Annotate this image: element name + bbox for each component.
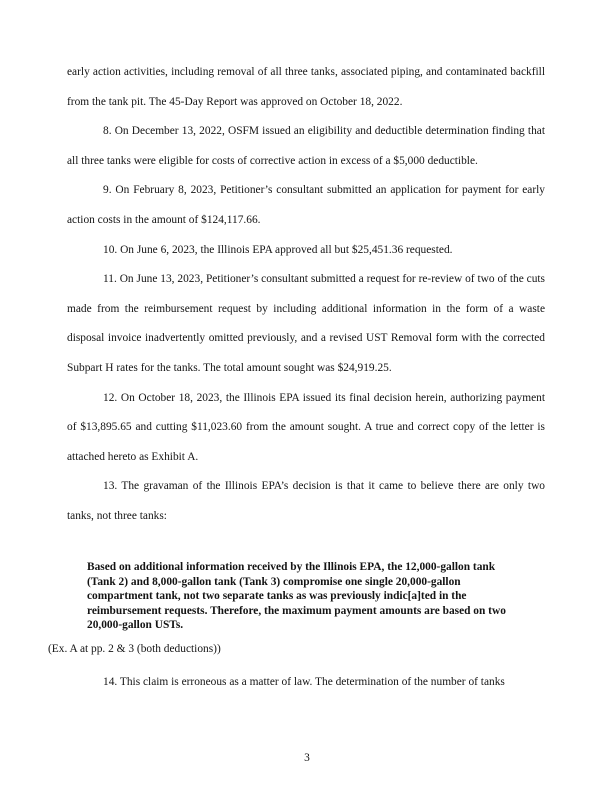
page-number: 3 [304, 752, 310, 764]
body-text [67, 58, 545, 532]
block-quote: Based on additional information received by the Illinois EPA, the 12,000-gallon tank (Tank 2) and 8,000-gallon tank (Tank 3) compromise one single 20,000-gallon compartment tank, not two separate tanks as was previously indic[a]ted in the reimbursement requests. Therefore, the maximum payment amounts are based on two 20,000-gallon USTs. [87, 561, 506, 632]
paragraph-14: 14. This claim is erroneous as a matter of law. The determination of the number of tanks [103, 676, 505, 688]
paragraph-12: 12. On October 18, 2023, the Illinois EPA issued its final decision herein, authorizing payment of $13,895.65 and cutting $11,023.60 from the amount sought. A true and correct copy of the letter is attached hereto as Exhibit A. [67, 391, 545, 463]
paragraph-9: 9. On February 8, 2023, Petitioner’s consultant submitted an application for payment for early action costs in the amount of $124,117.66. [67, 184, 545, 226]
quote-citation: (Ex. A at pp. 2 & 3 (both deductions)) [48, 643, 221, 655]
paragraph-11: 11. On June 13, 2023, Petitioner’s consultant submitted a request for re-review of two of the cuts made from the reimbursement request by including additional information in the form of a waste disposal invoice inadvertently omitted previously, and a revised UST Removal form with the corrected Subpart H rates for the tanks. The total amount sought was $24,919.25. [67, 273, 545, 374]
paragraph-8: 8. On December 13, 2022, OSFM issued an eligibility and deductible determination finding that all three tanks were eligible for costs of corrective action in excess of a $5,000 deductible. [67, 125, 545, 167]
paragraph-10: 10. On June 6, 2023, the Illinois EPA approved all but $25,451.36 requested. [103, 243, 453, 256]
paragraph-13: 13. The gravaman of the Illinois EPA’s decision is that it came to believe there are only two tanks, not three tanks: [67, 480, 545, 522]
paragraph-continued: early action activities, including removal of all three tanks, associated piping, and contaminated backfill from the tank pit. The 45-Day Report was approved on October 18, 2022. [67, 66, 545, 108]
